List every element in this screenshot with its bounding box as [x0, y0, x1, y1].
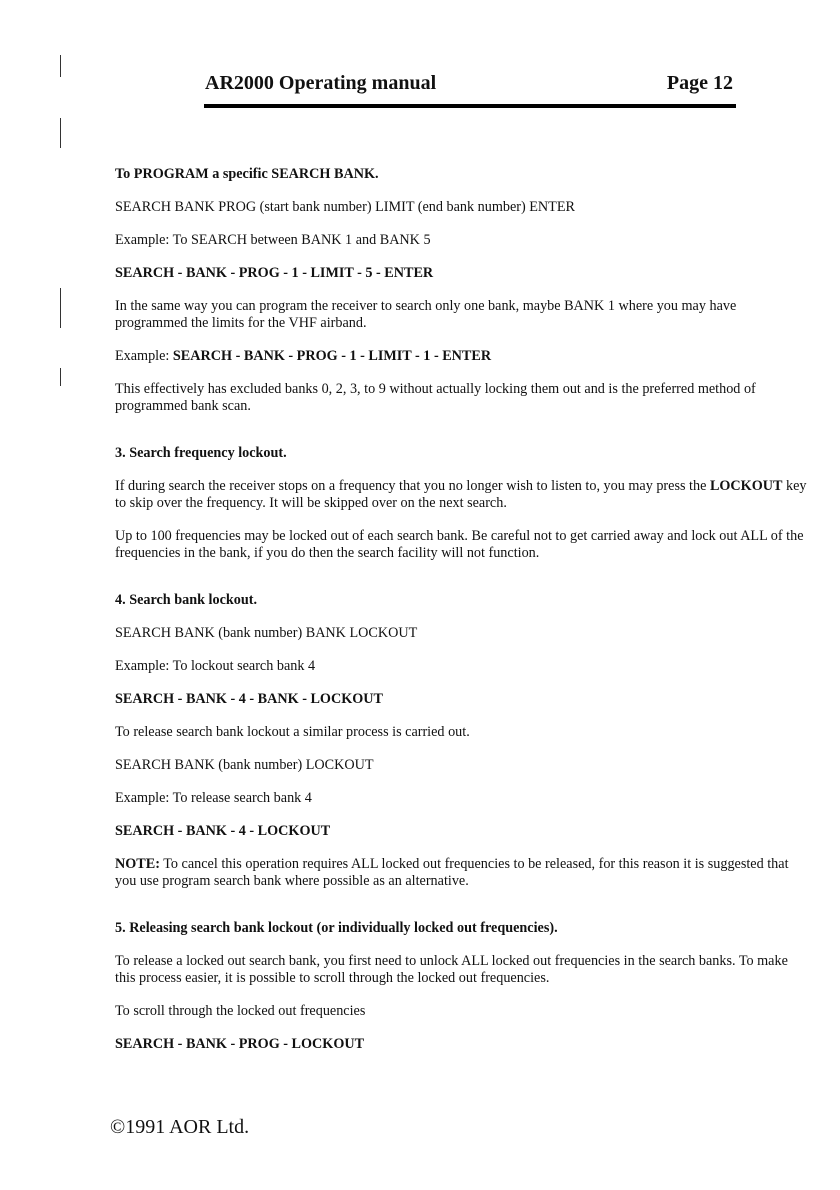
page-header	[205, 72, 733, 98]
program-example2	[115, 348, 809, 365]
manual-title: AR2000 Operating manual	[205, 72, 437, 94]
releasing-heading: 5. Releasing search bank lockout (or individually locked out frequencies).	[115, 920, 558, 936]
program-example2-prefix: Example:	[115, 348, 173, 364]
header-rule	[204, 104, 736, 108]
release-text: To release search bank lockout a similar process is carried out.	[115, 724, 470, 740]
program-example-keys: SEARCH - BANK - PROG - 1 - LIMIT - 5 - ENTER	[115, 265, 434, 281]
release-syntax: SEARCH BANK (bank number) LOCKOUT	[115, 757, 374, 773]
lockout-key-label: LOCKOUT	[709, 478, 783, 494]
program-effect: This effectively has excluded banks 0, 2, 3, to 9 without actually locking them out and is the preferred method of programmed bank scan.	[115, 381, 756, 414]
freq-text-part-b: key to skip over the frequency. It will be skipped over on the next search.	[115, 478, 807, 511]
bank-lockout-example-label: Example: To lockout search bank 4	[115, 658, 316, 674]
freq-text-part-a: If during search the receiver stops on a frequency that you no longer wish to listen to, you may press the	[115, 478, 710, 494]
freq-lockout-heading: 3. Search frequency lockout.	[115, 445, 287, 461]
scan-margin-mark	[60, 118, 61, 148]
page-number: Page 12	[666, 72, 733, 94]
copyright-footer: ©1991 AOR Ltd.	[110, 1116, 250, 1138]
bank-lockout-example-keys: SEARCH - BANK - 4 - BANK - LOCKOUT	[115, 691, 383, 707]
scan-margin-mark	[60, 368, 61, 386]
page-body	[115, 166, 809, 1069]
program-note: In the same way you can program the receiver to search only one bank, maybe BANK 1 where you may have programmed the limits for the VHF airband.	[115, 298, 737, 331]
scroll-keys: SEARCH - BANK - PROG - LOCKOUT	[115, 1036, 365, 1052]
freq-lockout-text-1	[115, 478, 809, 512]
scan-margin-mark	[60, 288, 61, 328]
release-example-keys: SEARCH - BANK - 4 - LOCKOUT	[115, 823, 331, 839]
note-paragraph	[115, 856, 809, 890]
scroll-text: To scroll through the locked out frequencies	[115, 1003, 366, 1019]
releasing-text: To release a locked out search bank, you first need to unlock ALL locked out frequencies in the search banks. To make this process easier, it is possible to scroll through the locked out frequencies.	[115, 953, 788, 986]
note-text: To cancel this operation requires ALL locked out frequencies to be released, for this reason it is suggested that you use program search bank where possible as an alternative.	[115, 856, 789, 889]
scan-margin-mark	[60, 55, 61, 77]
program-example-label: Example: To SEARCH between BANK 1 and BANK 5	[115, 232, 431, 248]
program-heading: To PROGRAM a specific SEARCH BANK.	[115, 166, 379, 182]
program-example2-keys: SEARCH - BANK - PROG - 1 - LIMIT - 1 - ENTER	[172, 348, 492, 364]
freq-lockout-text-2: Up to 100 frequencies may be locked out of each search bank. Be careful not to get carried away and lock out ALL of the frequencies in the bank, if you do then the search facility will not function.	[115, 528, 804, 561]
program-syntax: SEARCH BANK PROG (start bank number) LIMIT (end bank number) ENTER	[115, 199, 575, 215]
release-example-label: Example: To release search bank 4	[115, 790, 312, 806]
bank-lockout-heading: 4. Search bank lockout.	[115, 592, 258, 608]
note-label: NOTE:	[115, 856, 160, 872]
bank-lockout-syntax: SEARCH BANK (bank number) BANK LOCKOUT	[115, 625, 418, 641]
